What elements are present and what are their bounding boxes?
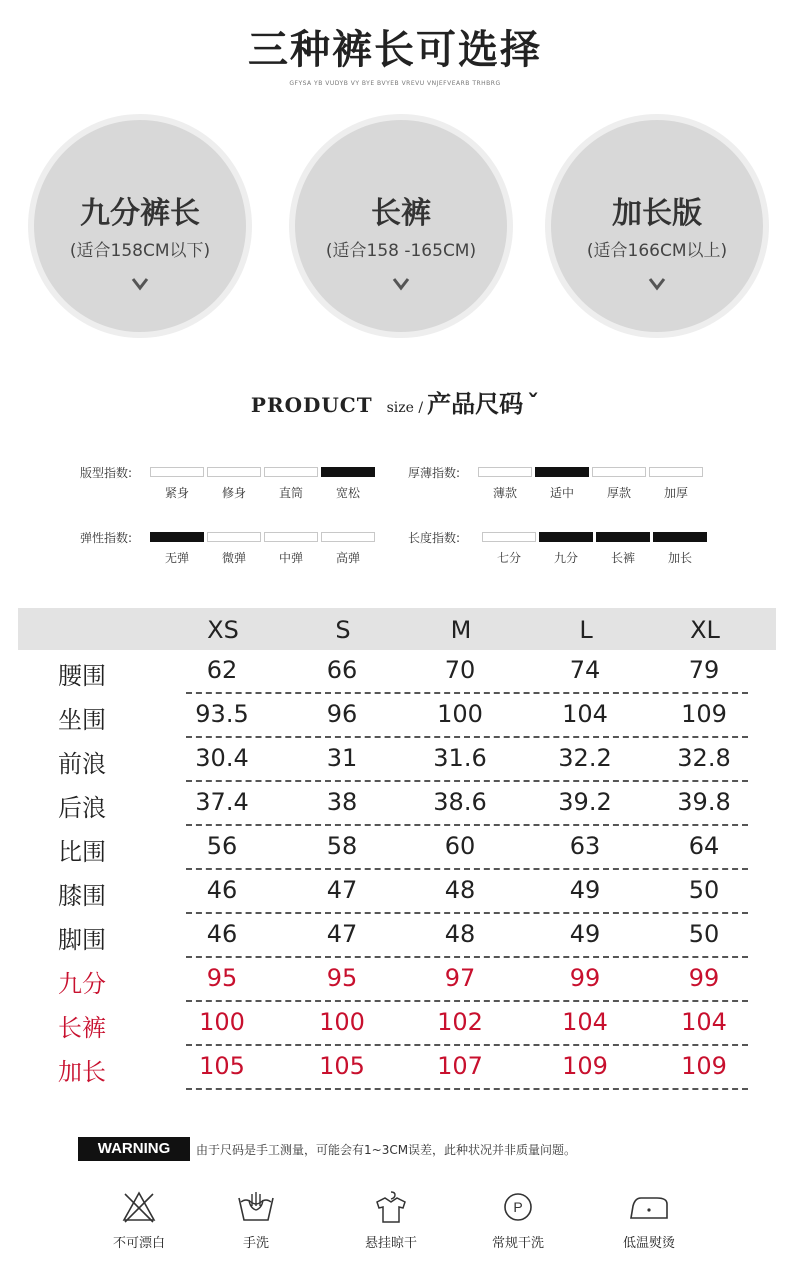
- table-cell: 99: [688, 964, 720, 992]
- table-cell: 48: [444, 920, 476, 948]
- table-cell: 102: [437, 1008, 483, 1036]
- care-item-dry-clean: [463, 1190, 573, 1251]
- indicator-option: 长裤: [610, 551, 635, 565]
- care-item-hand-wash: [201, 1190, 311, 1251]
- row-divider: [186, 736, 748, 738]
- indicator-length-label: 长度指数:: [408, 531, 461, 545]
- indicator-option: 厚款: [606, 486, 631, 500]
- row-label: 后浪: [58, 794, 106, 822]
- indicator-segment: [321, 532, 375, 542]
- table-cell: 100: [437, 700, 483, 728]
- care-item-no-bleach: [84, 1190, 194, 1251]
- indicator-fit-label: 版型指数:: [80, 466, 133, 480]
- indicator-segment-selected: [596, 532, 650, 542]
- row-divider: [186, 1088, 748, 1090]
- no-bleach-icon: [121, 1190, 157, 1224]
- low-iron-icon: [627, 1190, 671, 1224]
- indicator-option: 直筒: [278, 486, 303, 500]
- size-header-xs: XS: [207, 616, 239, 644]
- indicator-segment-selected: [321, 467, 375, 477]
- table-cell: 93.5: [195, 700, 249, 728]
- table-cell: 30.4: [195, 744, 249, 772]
- page-subtitle: GFYSA YB VUDYB VY BYE BVYEB VREVU VNJEFVEARB TRHBRG: [289, 80, 501, 87]
- row-divider: [186, 824, 748, 826]
- page-title: 三种裤长可选择: [248, 27, 542, 73]
- row-label: 膝围: [58, 882, 106, 910]
- care-label: 低温熨烫: [622, 1236, 675, 1251]
- indicator-option: 九分: [553, 551, 578, 565]
- indicator-segment: [482, 532, 536, 542]
- warning-badge: WARNING: [78, 1137, 190, 1161]
- row-label: 九分: [58, 970, 106, 998]
- table-cell: 38: [326, 788, 358, 816]
- table-cell: 95: [206, 964, 238, 992]
- option-name: 加长版: [612, 196, 702, 231]
- indicator-option: 加厚: [663, 486, 688, 500]
- indicator-option: 薄款: [492, 486, 517, 500]
- table-cell: 104: [562, 700, 608, 728]
- row-label: 坐围: [58, 706, 106, 734]
- table-cell: 104: [562, 1008, 608, 1036]
- indicator-option: 加长: [667, 551, 692, 565]
- row-divider: [186, 912, 748, 914]
- indicator-segment: [478, 467, 532, 477]
- row-divider: [186, 956, 748, 958]
- table-cell: 107: [437, 1052, 483, 1080]
- product-heading-cn: 产品尺码: [427, 390, 524, 418]
- chevron-down-icon: [130, 273, 150, 293]
- row-label: 加长: [58, 1058, 106, 1086]
- option-range: (适合158 -165CM): [325, 241, 477, 261]
- table-cell: 64: [688, 832, 720, 860]
- indicator-length-options: [482, 549, 707, 566]
- table-cell: 95: [326, 964, 358, 992]
- warning-text: 由于尺码是手工测量，可能会有1~3CM误差，此种状况并非质量问题。: [196, 1143, 577, 1157]
- row-label: 前浪: [58, 750, 106, 778]
- option-range: (适合166CM以上): [586, 241, 728, 261]
- table-cell: 38.6: [433, 788, 487, 816]
- table-cell: 50: [688, 920, 720, 948]
- option-name: 长裤: [371, 196, 431, 231]
- indicator-fit-options: [150, 484, 375, 501]
- option-circle-nine-tenths[interactable]: [34, 120, 246, 332]
- table-cell: 70: [444, 656, 476, 684]
- row-label: 长裤: [58, 1014, 106, 1042]
- table-cell: 46: [206, 920, 238, 948]
- indicator-option: 宽松: [335, 486, 360, 500]
- indicator-segment: [207, 467, 261, 477]
- table-cell: 109: [562, 1052, 608, 1080]
- table-cell: 99: [569, 964, 601, 992]
- indicator-stretch-options: [150, 549, 375, 566]
- indicator-segment: [649, 467, 703, 477]
- care-label: 悬挂晾干: [364, 1236, 417, 1251]
- table-cell: 49: [569, 876, 601, 904]
- indicator-thickness-bar: [478, 467, 703, 477]
- indicator-segment-selected: [535, 467, 589, 477]
- table-cell: 96: [326, 700, 358, 728]
- care-item-hang-dry: [336, 1190, 446, 1251]
- indicator-segment-selected: [539, 532, 593, 542]
- table-cell: 32.8: [677, 744, 731, 772]
- care-item-low-iron: [594, 1190, 704, 1251]
- size-header-m: M: [450, 616, 472, 644]
- table-cell: 31.6: [433, 744, 487, 772]
- option-circle-long[interactable]: [295, 120, 507, 332]
- table-cell: 66: [326, 656, 358, 684]
- option-circle-extra-long[interactable]: [551, 120, 763, 332]
- indicator-option: 紧身: [164, 486, 189, 500]
- size-header-l: L: [579, 616, 593, 644]
- indicator-stretch-label: 弹性指数:: [80, 531, 133, 545]
- table-cell: 32.2: [558, 744, 612, 772]
- hand-wash-icon: [236, 1190, 276, 1224]
- product-size-heading: [0, 384, 790, 419]
- indicator-option: 修身: [221, 486, 246, 500]
- table-cell: 49: [569, 920, 601, 948]
- indicator-fit-bar: [150, 467, 375, 477]
- table-cell: 97: [444, 964, 476, 992]
- table-cell: 56: [206, 832, 238, 860]
- row-divider: [186, 1044, 748, 1046]
- table-cell: 47: [326, 876, 358, 904]
- option-name: 九分裤长: [80, 196, 200, 231]
- dry-clean-icon: [500, 1190, 536, 1224]
- product-heading-mark: ˇ: [527, 390, 540, 418]
- indicator-thickness-options: [478, 484, 703, 501]
- table-cell: 100: [199, 1008, 245, 1036]
- hang-dry-icon: [371, 1190, 411, 1224]
- row-label: 比围: [58, 838, 106, 866]
- size-header-s: S: [335, 616, 351, 644]
- row-divider: [186, 1000, 748, 1002]
- table-cell: 63: [569, 832, 601, 860]
- care-label: 不可漂白: [112, 1236, 165, 1251]
- indicator-option: 中弹: [278, 551, 303, 565]
- option-range: (适合158CM以下): [69, 241, 211, 261]
- indicator-stretch-bar: [150, 532, 375, 542]
- table-cell: 37.4: [195, 788, 249, 816]
- row-divider: [186, 868, 748, 870]
- table-cell: 58: [326, 832, 358, 860]
- product-heading-size: size /: [386, 400, 424, 416]
- row-label: 脚围: [58, 926, 106, 954]
- table-cell: 39.8: [677, 788, 731, 816]
- table-cell: 50: [688, 876, 720, 904]
- indicator-option: 微弹: [221, 551, 246, 565]
- table-cell: 60: [444, 832, 476, 860]
- table-cell: 109: [681, 700, 727, 728]
- indicator-segment: [264, 467, 318, 477]
- indicator-segment: [264, 532, 318, 542]
- indicator-segment: [207, 532, 261, 542]
- size-header-xl: XL: [690, 616, 720, 644]
- indicator-length-bar: [482, 532, 707, 542]
- chevron-down-icon: [647, 273, 667, 293]
- table-cell: 109: [681, 1052, 727, 1080]
- row-divider: [186, 692, 748, 694]
- table-cell: 105: [319, 1052, 365, 1080]
- table-cell: 105: [199, 1052, 245, 1080]
- indicator-option: 七分: [496, 551, 521, 565]
- indicator-segment: [592, 467, 646, 477]
- indicator-segment: [150, 467, 204, 477]
- indicator-thickness-label: 厚薄指数:: [408, 466, 461, 480]
- table-cell: 62: [206, 656, 238, 684]
- table-cell: 100: [319, 1008, 365, 1036]
- chevron-down-icon: [391, 273, 411, 293]
- care-label: 手洗: [242, 1236, 269, 1251]
- table-cell: 48: [444, 876, 476, 904]
- table-cell: 39.2: [558, 788, 612, 816]
- indicator-segment-selected: [653, 532, 707, 542]
- table-cell: 74: [569, 656, 601, 684]
- product-heading-en: PRODUCT: [250, 393, 373, 417]
- table-cell: 31: [326, 744, 358, 772]
- table-cell: 46: [206, 876, 238, 904]
- table-cell: 47: [326, 920, 358, 948]
- indicator-option: 高弹: [335, 551, 360, 565]
- row-divider: [186, 780, 748, 782]
- row-label: 腰围: [58, 662, 106, 690]
- table-cell: 104: [681, 1008, 727, 1036]
- indicator-option: 无弹: [164, 551, 189, 565]
- indicator-segment-selected: [150, 532, 204, 542]
- svg-text:P: P: [513, 1199, 523, 1215]
- indicator-option: 适中: [549, 486, 574, 500]
- table-cell: 79: [688, 656, 720, 684]
- care-label: 常规干洗: [491, 1236, 544, 1251]
